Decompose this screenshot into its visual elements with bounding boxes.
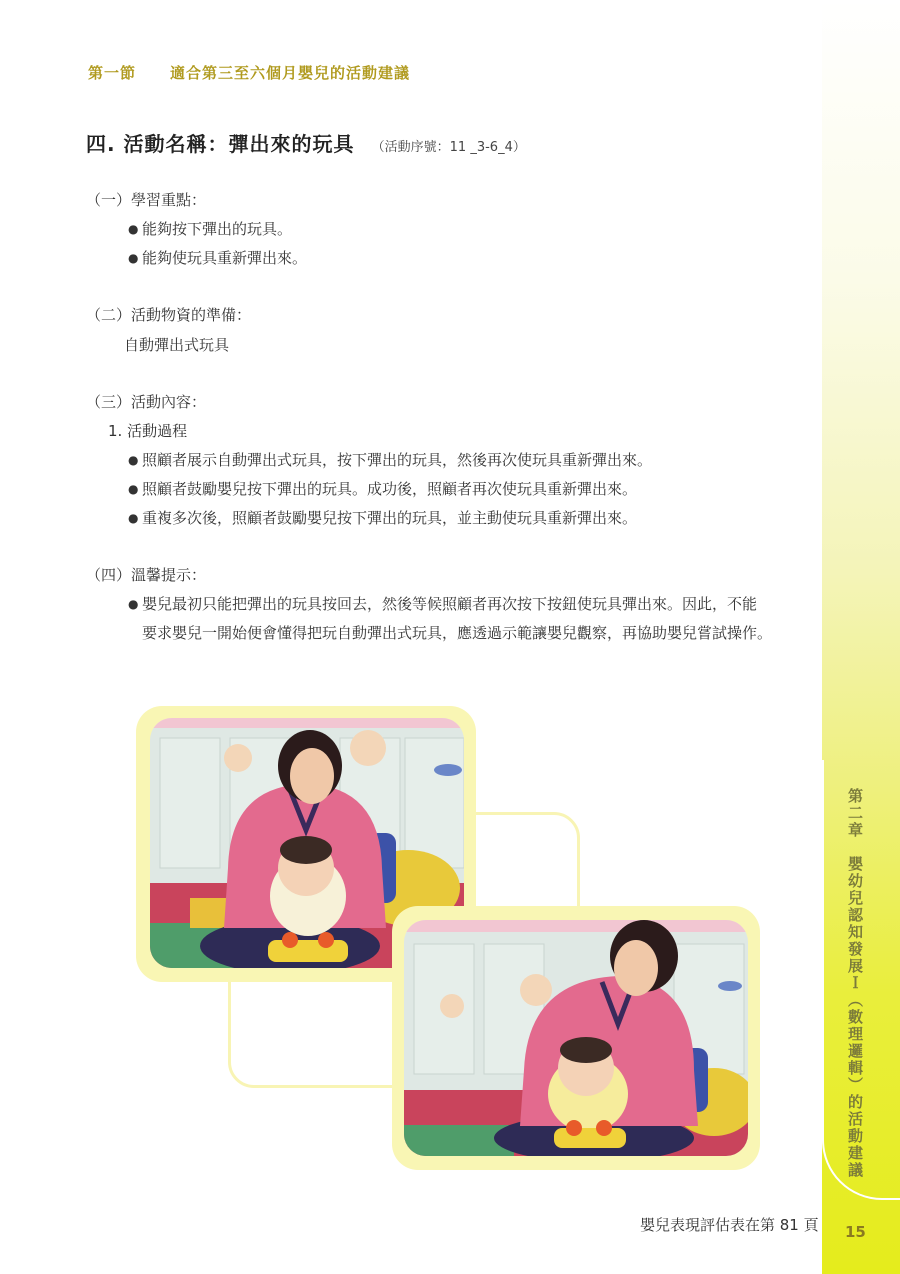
learning-item: ● 能夠按下彈出的玩具。 (128, 220, 293, 238)
section-title: 適合第三至六個月嬰兒的活動建議 (170, 64, 411, 82)
footer-note: 嬰兒表現評估表在第 81 頁 (640, 1216, 819, 1234)
tips-line-2: 要求嬰兒一開始便會懂得把玩自動彈出式玩具，應透過示範讓嬰兒觀察，再協助嬰兒嘗試操作。 (142, 624, 773, 642)
bullet-icon: ● (128, 511, 139, 525)
materials-heading: （二）活動物資的準備： (86, 306, 252, 324)
bullet-icon: ● (128, 482, 139, 496)
bullet-icon: ● (128, 251, 139, 265)
learning-item: ● 能夠使玩具重新彈出來。 (128, 249, 308, 267)
activity-title: 四. 活動名稱：彈出來的玩具 (86, 132, 355, 156)
tips-heading: （四）溫馨提示： (86, 566, 207, 584)
bullet-icon: ● (128, 222, 139, 236)
activity-title-row (86, 128, 526, 157)
learning-heading: （一）學習重點： (86, 191, 207, 209)
tips-line-1: ● 嬰兒最初只能把彈出的玩具按回去，然後等候照顧者再次按下按鈕使玩具彈出來。因此，不能 (128, 595, 758, 613)
bullet-icon: ● (128, 597, 139, 611)
activity-photo-2 (404, 920, 748, 1156)
bullet-icon: ● (128, 453, 139, 467)
chapter-title: 第二章 嬰幼兒認知發展Ｉ（數理邏輯）的活動建議 (846, 788, 864, 1179)
activity-code: （活動序號：11 _3-6_4） (371, 140, 526, 155)
section-header (88, 62, 410, 83)
page-number: 15 (845, 1223, 866, 1241)
section-label: 第一節 (88, 64, 137, 82)
content-item: ● 照顧者鼓勵嬰兒按下彈出的玩具。成功後，照顧者再次使玩具重新彈出來。 (128, 480, 638, 498)
content-item: ● 重複多次後，照顧者鼓勵嬰兒按下彈出的玩具，並主動使玩具重新彈出來。 (128, 509, 638, 527)
content-subheading: 1. 活動過程 (108, 422, 188, 440)
content-heading: （三）活動內容： (86, 393, 207, 411)
materials-item: 自動彈出式玩具 (124, 336, 230, 354)
content-item: ● 照顧者展示自動彈出式玩具，按下彈出的玩具，然後再次使玩具重新彈出來。 (128, 451, 653, 469)
